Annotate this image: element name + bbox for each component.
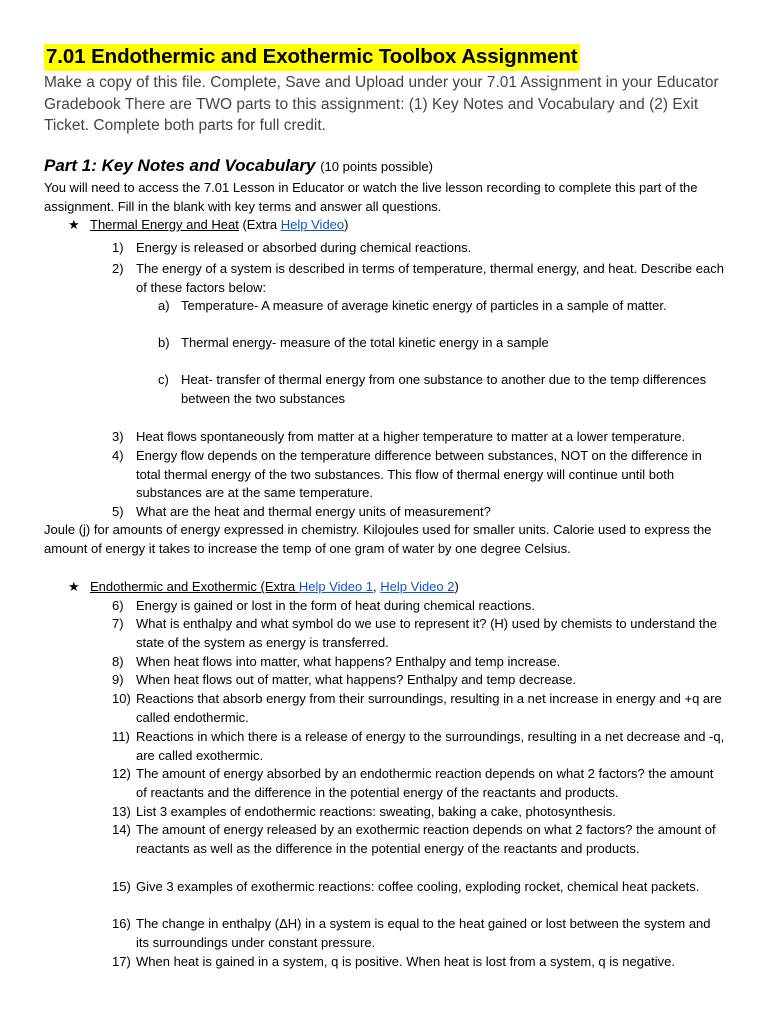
section-endo-exo-heading: ★ Endothermic and Exothermic (Extra Help Video 1, Help Video 2) [68,578,459,597]
list-item: 8) When heat flows into matter, what happens? Enthalpy and temp increase. [112,654,561,669]
list-item: 16) The change in enthalpy (ΔH) in a system is equal to the heat gained or lost between the system and its surroundings under constant pressure. [112,916,711,950]
help-video-2-link[interactable]: Help Video 2 [380,579,455,594]
list-item: 2) The energy of a system is described in terms of temperature, thermal energy, and heat. Describe each of these factors below: [112,261,724,295]
part1-heading [44,156,433,177]
sub-item: a) Temperature- A measure of average kinetic energy of particles in a sample of matter. [158,298,667,313]
sub-item: b) Thermal energy- measure of the total kinetic energy in a sample [158,335,549,350]
part1-instructions: You will need to access the 7.01 Lesson in Educator or watch the live lesson recording to complete this part of the assignment. Fill in the blank with key terms and answer all questions. [44,180,698,214]
sub-item: c) Heat- transfer of thermal energy from one substance to another due to the temp differences between the two substances [158,372,707,406]
section-topic: Thermal Energy and Heat [90,217,239,232]
list-item: 9) When heat flows out of matter, what happens? Enthalpy and temp decrease. [112,672,577,687]
list-item: 10) Reactions that absorb energy from their surroundings, resulting in a net increase in energy and +q are called endothermic. [112,691,722,725]
list-item: 11) Reactions in which there is a release of energy to the surroundings, resulting in a net decrease and -q, are called exothermic. [112,729,725,763]
help-video-link[interactable]: Help Video [280,217,345,232]
list-item: 3) Heat flows spontaneously from matter at a higher temperature to matter at a lower temperature. [112,429,686,444]
list-item: 4) Energy flow depends on the temperature difference between substances, NOT on the difference in total thermal energy of the two substances. This flow of thermal energy will continue until both substances are at the same temperature. [112,448,702,501]
list-item: 12) The amount of energy absorbed by an endothermic reaction depends on what 2 factors? the amount of reactants and the difference in the potential energy of the reactants and products. [112,766,714,800]
section-topic: Endothermic and Exothermic [90,579,261,594]
list-item: 14) The amount of energy released by an exothermic reaction depends on what 2 factors? the amount of reactants as well as the difference in the potential energy of the reactants and products. [112,822,716,856]
list-item: 13) List 3 examples of endothermic reactions: sweating, baking a cake, photosynthesis. [112,804,616,819]
star-bullet-icon: ★ [68,579,80,594]
units-answer: Joule (j) for amounts of energy expressed in chemistry. Kilojoules used for smaller units. Calorie used to express the amount of energy it takes to increase the temp of one gram of water by one degree Celsius. [44,522,712,556]
section-thermal-energy-heading: ★ Thermal Energy and Heat (Extra Help Video) [68,216,348,235]
star-bullet-icon: ★ [68,217,80,232]
list-item: 5) What are the heat and thermal energy units of measurement? [112,504,491,519]
list-item: 17) When heat is gained in a system, q is positive. When heat is lost from a system, q is negative. [112,954,676,969]
list-item: 7) What is enthalpy and what symbol do we use to represent it? (H) used by chemists to understand the state of the system as energy is transferred. [112,616,717,650]
list-item: 6) Energy is gained or lost in the form of heat during chemical reactions. [112,598,535,613]
list-item: 1) Energy is released or absorbed during chemical reactions. [112,240,472,255]
part1-title: Part 1: Key Notes and Vocabulary [44,156,316,175]
list-item: 15) Give 3 examples of exothermic reactions: coffee cooling, exploding rocket, chemical heat packets. [112,879,700,894]
page-title: 7.01 Endothermic and Exothermic Toolbox Assignment [44,44,580,71]
help-video-1-link[interactable]: Help Video 1 [298,579,374,594]
part1-points: (10 points possible) [320,159,433,174]
intro-text: Make a copy of this file. Complete, Save and Upload under your 7.01 Assignment in your Educator Gradebook There are TWO parts to this assignment: (1) Key Notes and Vocabulary and (2) Exit Ticket. Complete both parts for full credit. [44,74,719,134]
